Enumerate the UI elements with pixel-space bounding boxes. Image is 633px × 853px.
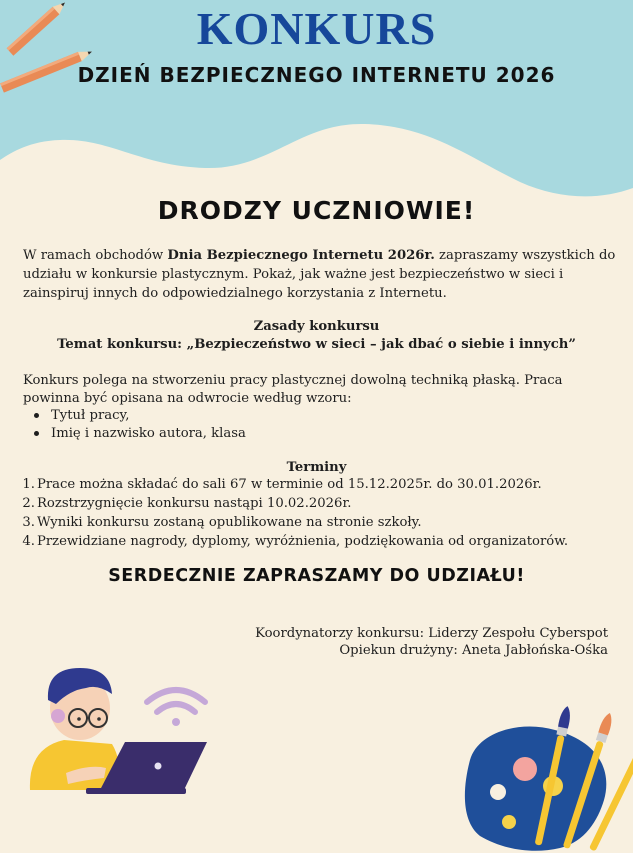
item-text: Prace można składać do sali 67 w terminie od 15.12.2025r. do 30.01.2026r.: [37, 477, 542, 492]
list-item: [8, 494, 628, 513]
requirements-list: [23, 407, 618, 443]
item-number: 1.: [22, 477, 35, 492]
list-item: [8, 532, 628, 551]
greeting-heading: DRODZY UCZNIOWIE!: [157, 196, 476, 225]
wifi-icon: [147, 690, 205, 726]
list-item: [8, 475, 628, 494]
intro-paragraph: [23, 246, 618, 303]
intro-text-end: zapraszamy wszystkich do udziału w konkursie plastycznym. Pokaż, jak ważne jest bezpieczeństwo w sieci i zainspiruj innych do odpowiedzialnego korzystania z Internetu.: [23, 248, 616, 301]
invitation-heading: SERDECZNIE ZAPRASZAMY DO UDZIAŁU!: [108, 566, 525, 586]
contest-theme: Temat konkursu: „Bezpieczeństwo w sieci – jak dbać o siebie i innych”: [57, 337, 576, 352]
item-text: Przewidziane nagrody, dyplomy, wyróżnienia, podziękowania od organizatorów.: [37, 534, 569, 549]
rules-heading: Zasady konkursu: [253, 319, 380, 334]
terms-list-container: [8, 475, 628, 551]
rules-description: Konkurs polega na stworzeniu pracy plastycznej dowolną techniką płaską. Praca powinna być opisana na odwrocie według wzoru:: [23, 373, 563, 406]
item-number: 4.: [22, 534, 35, 549]
intro-text-bold: Dnia Bezpiecznego Internetu 2026r.: [167, 248, 435, 263]
terms-heading: Terminy: [286, 460, 347, 475]
page-title: KONKURS: [196, 3, 437, 54]
list-item: Tytuł pracy,: [23, 407, 618, 425]
intro-text-start: W ramach obchodów: [23, 248, 168, 263]
page-subtitle: DZIEŃ BEZPIECZNEGO INTERNETU 2026: [77, 63, 556, 87]
item-number: 3.: [22, 515, 35, 530]
team-supervisor-line: Opiekun drużyny: Aneta Jabłońska-Ośka: [339, 643, 608, 658]
item-text: Wyniki konkursu zostaną opublikowane na stronie szkoły.: [37, 515, 422, 530]
terms-list: [8, 475, 628, 551]
item-number: 2.: [22, 496, 35, 511]
boy-illustration: [30, 668, 120, 790]
requirements-list-container: [23, 407, 618, 443]
coordinators-line: Koordynatorzy konkursu: Liderzy Zespołu Cyberspot: [255, 626, 608, 641]
list-item: [8, 513, 628, 532]
list-item: Imię i nazwisko autora, klasa: [23, 425, 618, 443]
item-text: Rozstrzygnięcie konkursu nastąpi 10.02.2026r.: [37, 496, 352, 511]
